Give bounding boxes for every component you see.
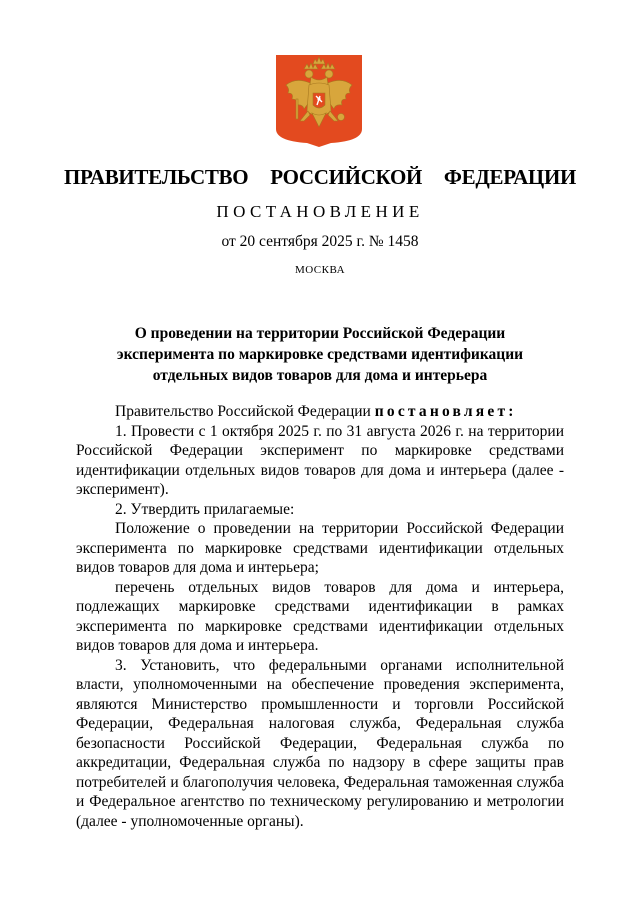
coat-of-arms-icon <box>276 55 362 147</box>
subject-line: эксперимента по маркировке средствами идентификации <box>116 346 524 363</box>
document-city: МОСКВА <box>294 264 346 276</box>
government-title: ПРАВИТЕЛЬСТВО РОССИЙСКОЙ ФЕДЕРАЦИИ <box>63 165 577 189</box>
paragraph-5: 3. Установить, что федеральными органами исполнительной власти, уполномоченными на обеспечение проведения эксперимента, являются Министерство промышленности и торговли Российской Федерации, Федеральная налоговая служба, Федеральная служба безопасности Российской Федерации, Федеральная служба по аккредитации, Федеральная служба по надзору в сфере защиты прав потребителей и благополучия человека, Федеральная таможенная служба и Федеральное агентство по техническому регулированию и метрологии (далее - уполномоченные органы). <box>76 656 564 830</box>
body-intro <box>76 402 564 422</box>
intro-text: Правительство Российской Федерации <box>115 403 375 420</box>
document-subject <box>0 323 640 386</box>
paragraph-4: перечень отдельных видов товаров для дома и интерьера, подлежащих маркировке средствами идентификации в рамках эксперимента по маркировке средствами идентификации отдельных видов товаров для дома и интерьера. <box>76 578 564 654</box>
document-date-number: от 20 сентября 2025 г. № 1458 <box>221 233 419 250</box>
paragraph-3: Положение о проведении на территории Российской Федерации эксперимента по маркировке средствами идентификации отдельных видов товаров для дома и интерьера; <box>76 520 564 576</box>
document-body <box>76 402 564 831</box>
document-type: ПОСТАНОВЛЕНИЕ <box>216 202 424 221</box>
decree-word: постановляет: <box>374 403 517 420</box>
subject-line: отдельных видов товаров для дома и интерьера <box>152 367 488 384</box>
paragraph-2: 2. Утвердить прилагаемые: <box>115 500 295 518</box>
subject-line: О проведении на территории Российской Федерации <box>134 325 506 342</box>
paragraph-1: 1. Провести с 1 октября 2025 г. по 31 августа 2026 г. на территории Российской Федерации эксперимент по маркировке средствами идентификации отдельных видов товаров для дома и интерьера (далее - эксперимент). <box>76 422 564 498</box>
